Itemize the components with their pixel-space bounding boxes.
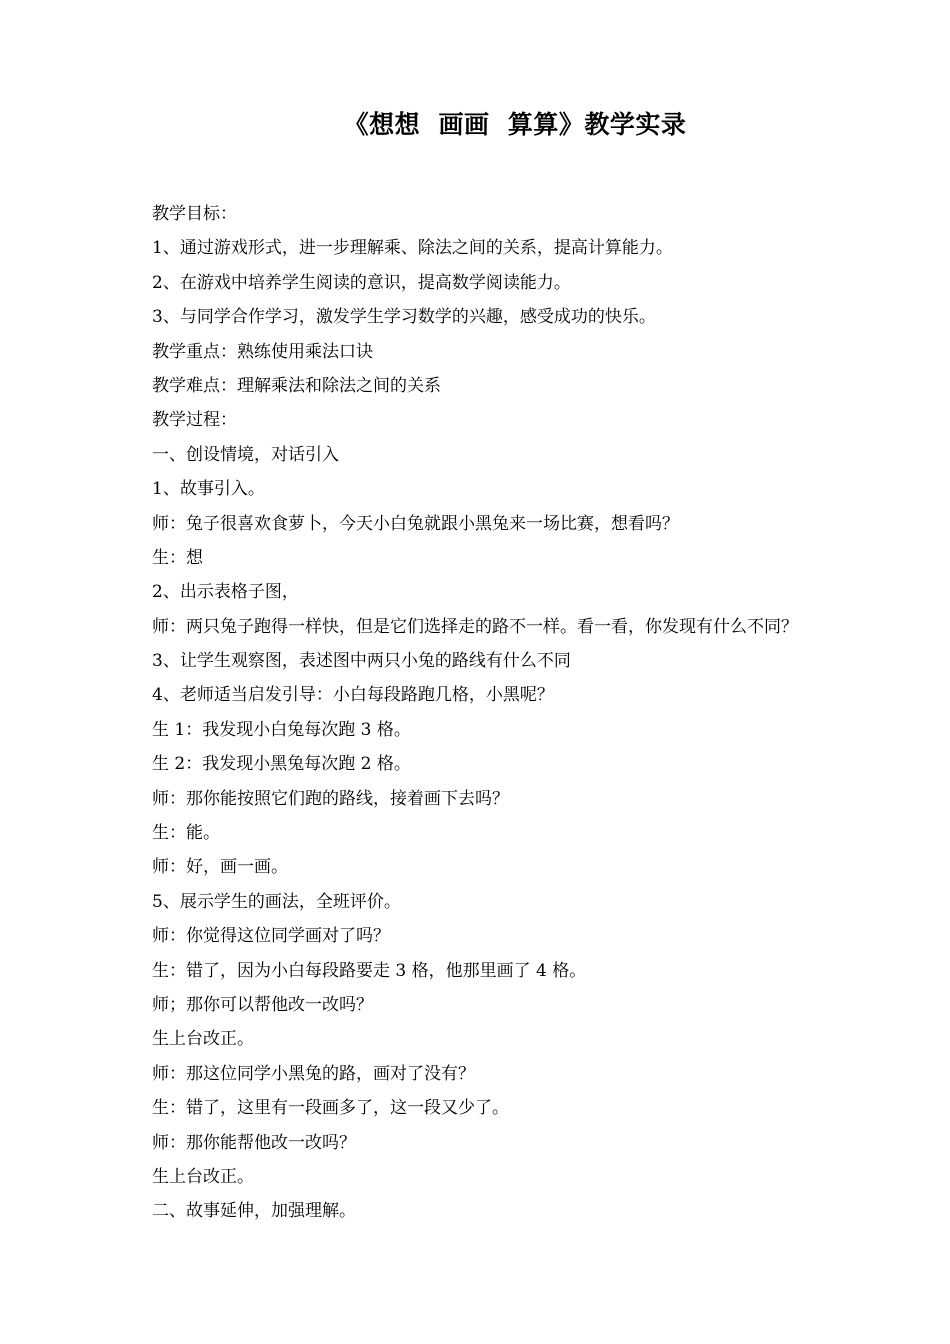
- text-line: 生 2：我发现小黑兔每次跑 2 格。: [152, 754, 411, 775]
- text-line: 3、让学生观察图，表述图中两只小兔的路线有什么不同: [152, 651, 571, 672]
- text-line: 生：错了，这里有一段画多了，这一段又少了。: [152, 1098, 509, 1119]
- text-line: 师：两只兔子跑得一样快，但是它们选择走的路不一样。看一看，你发现有什么不同？: [152, 616, 798, 637]
- text-line: 师：那你能按照它们跑的路线，接着画下去吗？: [152, 788, 509, 809]
- text-line: 生：能。: [152, 823, 220, 844]
- document-body: [152, 197, 872, 1229]
- text-line: 一、创设情境，对话引入: [152, 444, 339, 465]
- text-line: 生上台改正。: [152, 1166, 254, 1187]
- text-line: 教学重点：熟练使用乘法口诀: [152, 341, 373, 362]
- text-line: 师：那你能帮他改一改吗？: [152, 1132, 356, 1153]
- text-line: 师；那你可以帮他改一改吗？: [152, 994, 373, 1015]
- text-line: 3、与同学合作学习，激发学生学习数学的兴趣，感受成功的快乐。: [152, 307, 656, 328]
- text-line: 1、通过游戏形式，进一步理解乘、除法之间的关系，提高计算能力。: [152, 238, 673, 259]
- text-line: 5、展示学生的画法，全班评价。: [152, 891, 401, 912]
- text-line: 师：那这位同学小黑兔的路，画对了没有？: [152, 1063, 475, 1084]
- text-line: 生 1：我发现小白兔每次跑 3 格。: [152, 719, 411, 740]
- text-line: 生：错了，因为小白每段路要走 3 格，他那里画了 4 格。: [152, 960, 587, 981]
- text-line: 师：好，画一画。: [152, 857, 288, 878]
- text-line: 师：兔子很喜欢食萝卜，今天小白兔就跟小黑兔来一场比赛，想看吗？: [152, 513, 679, 534]
- document-title: 《想想 画画 算算》教学实录: [343, 110, 687, 139]
- text-line: 师：你觉得这位同学画对了吗？: [152, 926, 390, 947]
- text-line: 2、出示表格子图，: [152, 582, 299, 603]
- text-line: 4、老师适当启发引导：小白每段路跑几格，小黑呢？: [152, 685, 554, 706]
- text-line: 教学过程：: [152, 410, 237, 431]
- text-line: 1、故事引入。: [152, 479, 265, 500]
- text-line: 生上台改正。: [152, 1029, 254, 1050]
- text-line: 生：想: [152, 547, 203, 568]
- text-line: 教学难点：理解乘法和除法之间的关系: [152, 375, 441, 396]
- text-line: 二、故事延伸，加强理解。: [152, 1201, 356, 1222]
- text-line: 教学目标：: [152, 204, 237, 224]
- text-line: 2、在游戏中培养学生阅读的意识，提高数学阅读能力。: [152, 272, 571, 293]
